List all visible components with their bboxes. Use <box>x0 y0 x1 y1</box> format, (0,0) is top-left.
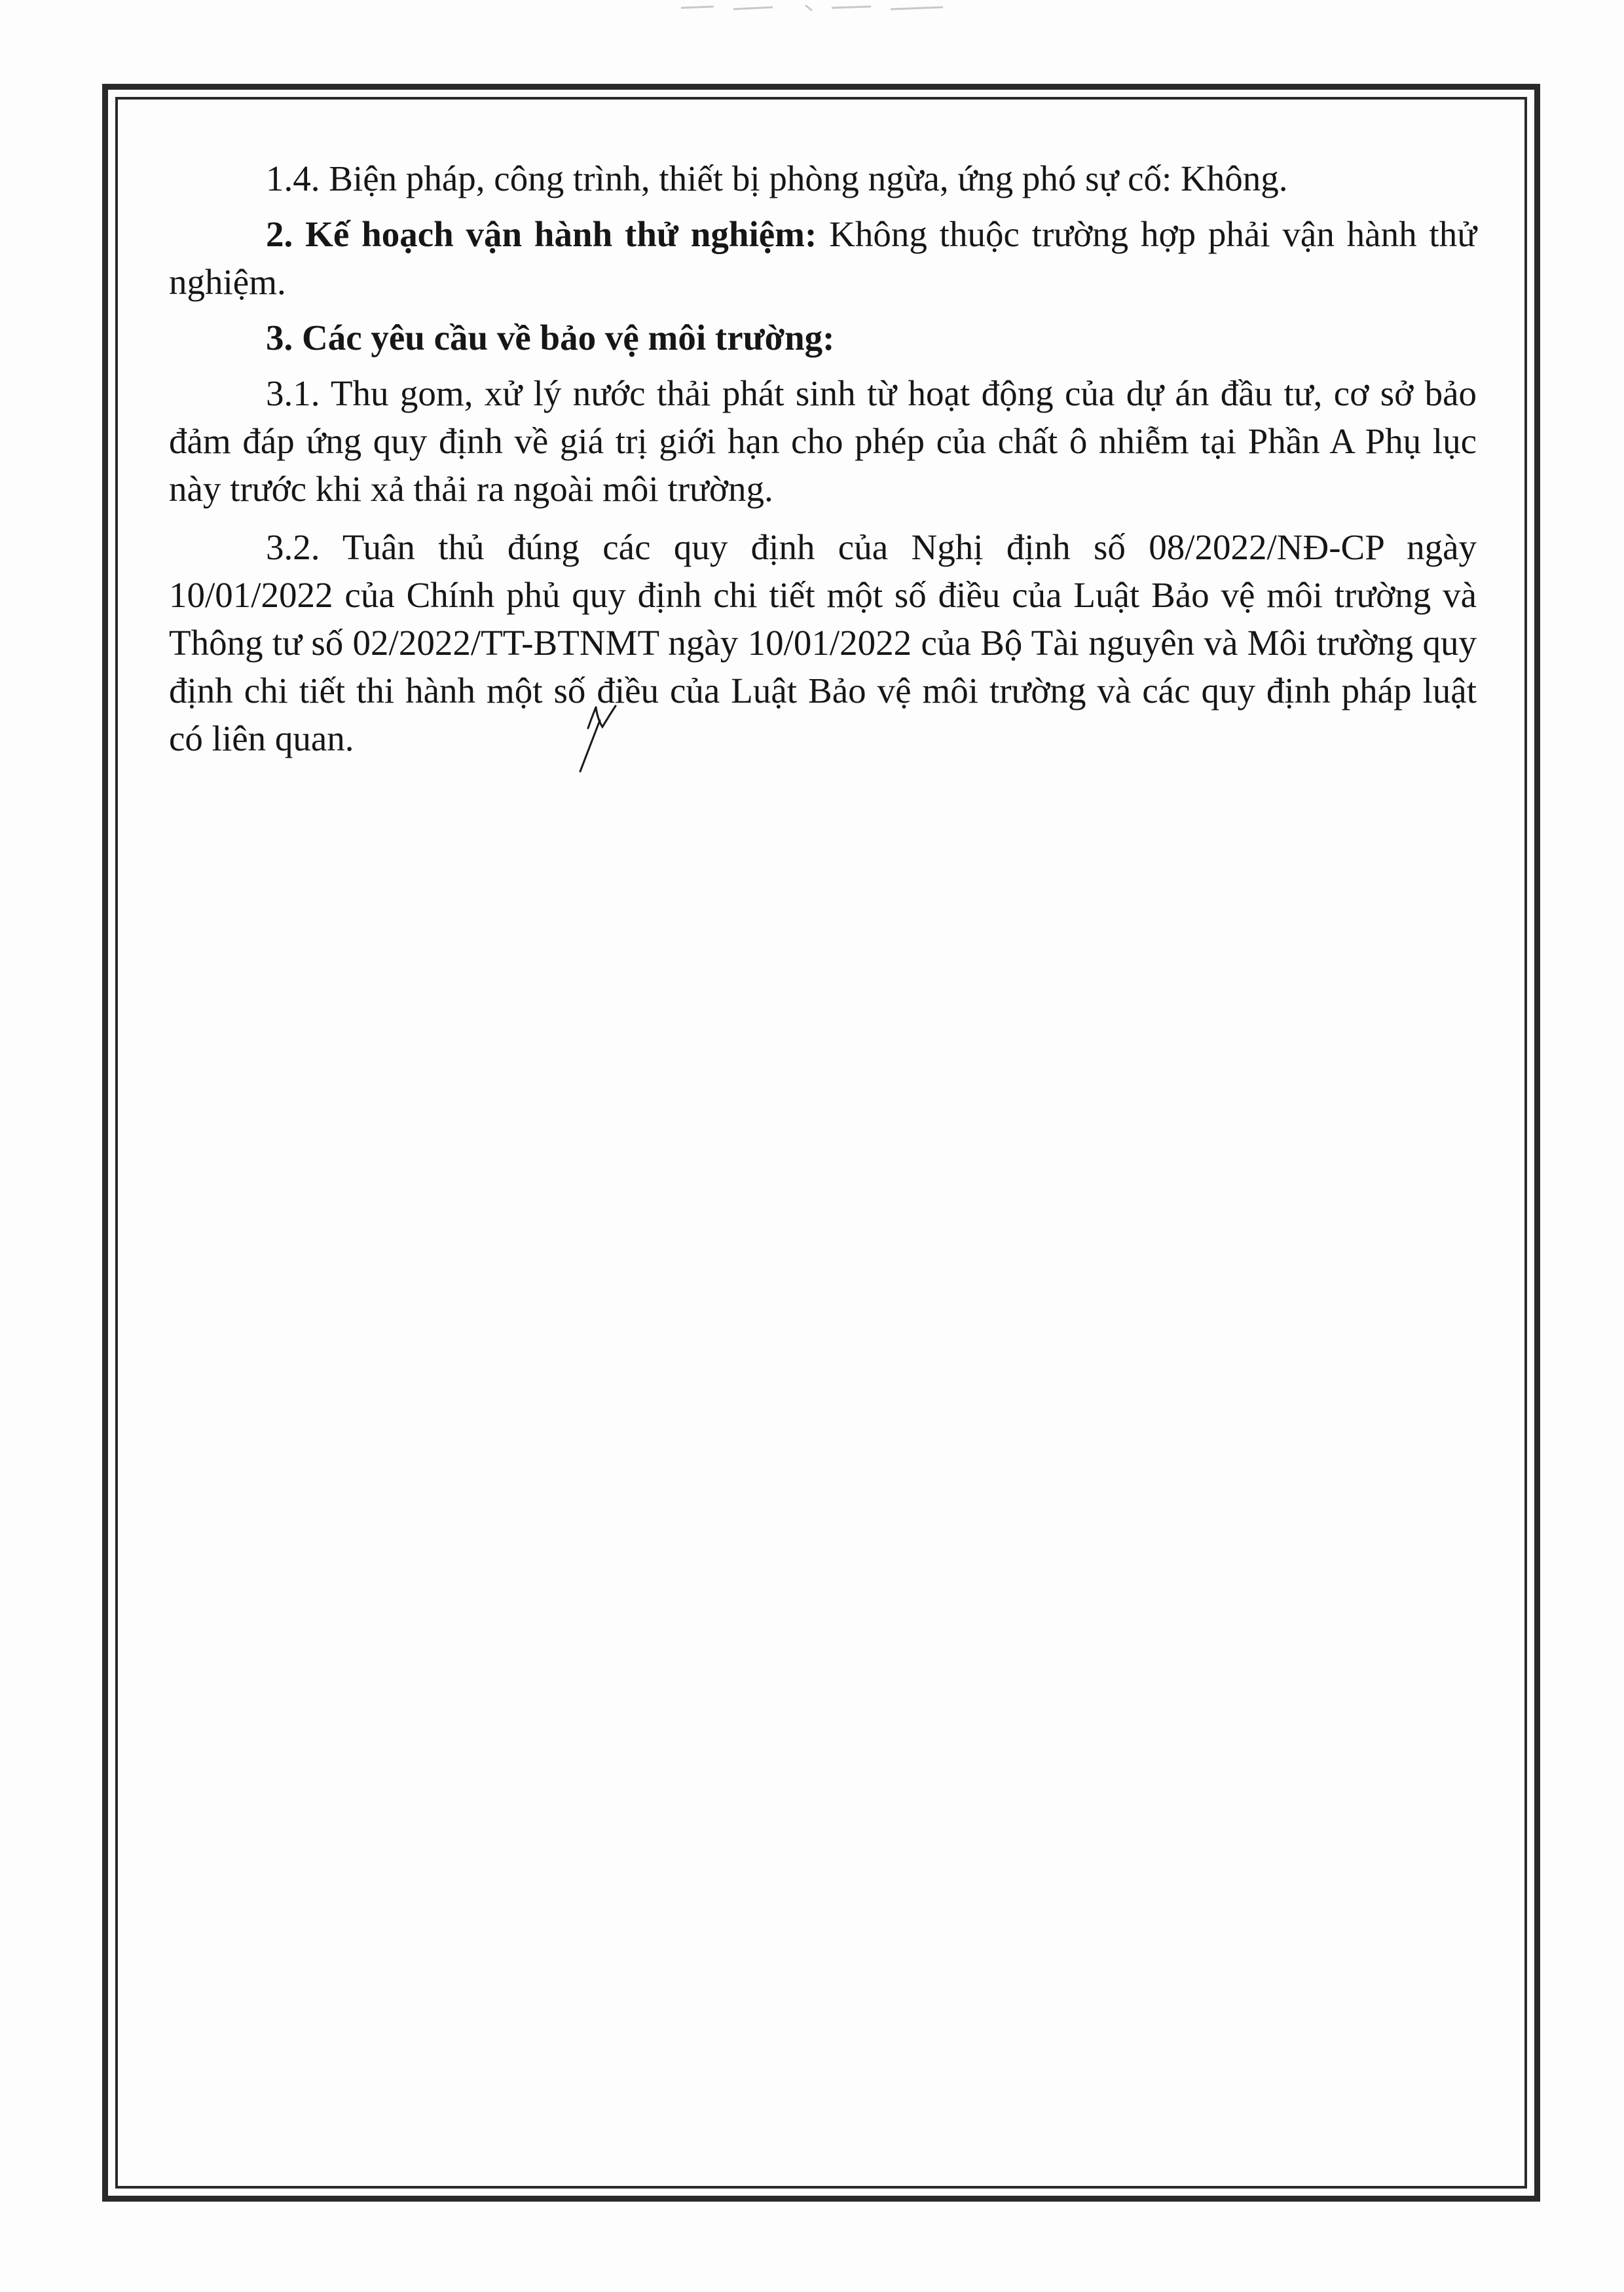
paragraph-text: 3.1. Thu gom, xử lý nước thải phát sinh từ hoạt động của dự án đầu tư, cơ sở bảo đảm đáp ứng quy định về giá trị giới hạn cho phép của chất ô nhiễm tại Phần A Phụ lục này trước khi xả thải ra ngoài môi trường. <box>169 373 1477 509</box>
section-heading: 3. Các yêu cầu về bảo vệ môi trường: <box>266 318 835 358</box>
paragraph-3-2 <box>169 523 1477 762</box>
paragraph-1-4 <box>169 155 1477 202</box>
paragraph-3-1 <box>169 369 1477 513</box>
paragraph-text: Không thuộc trường hợp phải vận hành thử nghiệm. <box>169 214 1477 302</box>
handwritten-initial-mark <box>574 694 619 773</box>
paragraph-text: 1.4. Biện pháp, công trình, thiết bị phòng ngừa, ứng phó sự cố: Không. <box>266 158 1288 198</box>
paragraph-3 <box>169 314 1477 361</box>
scan-artifact <box>674 1 950 13</box>
section-heading: 2. Kế hoạch vận hành thử nghiệm: <box>266 214 817 254</box>
document-body <box>169 155 1477 773</box>
paragraph-text: 3.2. Tuân thủ đúng các quy định của Nghị định số 08/2022/NĐ-CP ngày 10/01/2022 của Chính phủ quy định chi tiết một số điều của Luật Bảo vệ môi trường và Thông tư số 02/2022/TT-BTNMT ngày 10/01/2022 của Bộ Tài nguyên và Môi trường quy định chi tiết thi hành một số điều của Luật Bảo vệ môi trường và các quy định pháp luật có liên quan. <box>169 527 1477 758</box>
paragraph-2 <box>169 210 1477 306</box>
